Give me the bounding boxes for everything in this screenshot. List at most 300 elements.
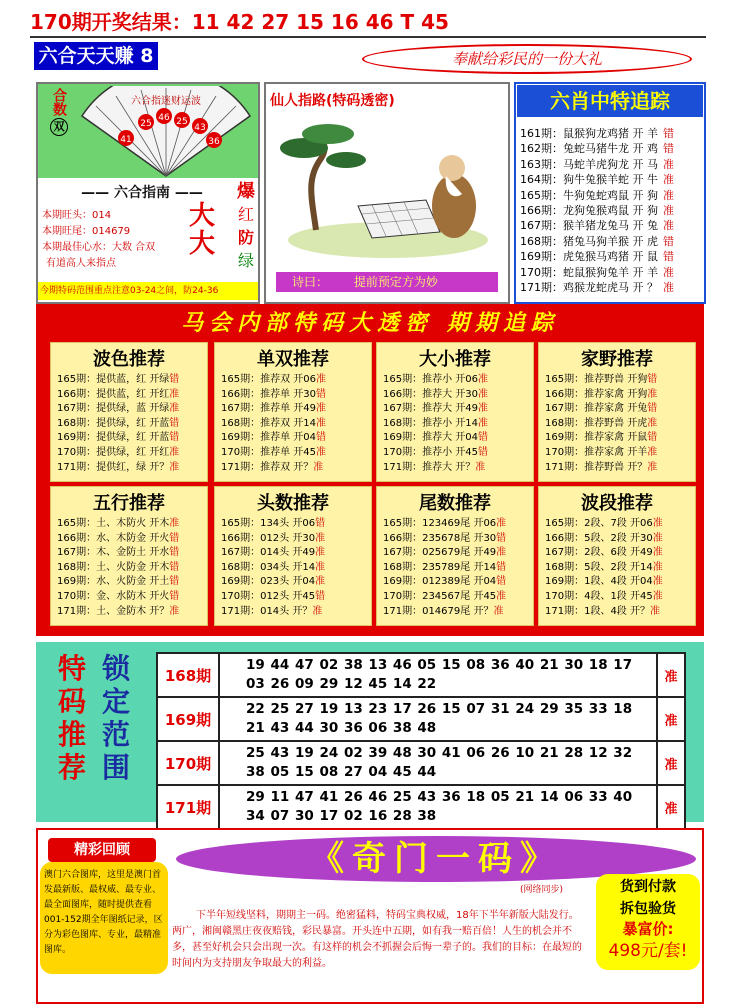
- card-row: [539, 431, 695, 446]
- card-row: [51, 605, 207, 620]
- zodiac-row: [520, 234, 704, 249]
- card-row-verdict: 准: [315, 561, 326, 573]
- zodiac-row: [520, 203, 704, 218]
- card-row: [539, 532, 695, 547]
- card-row: [377, 546, 533, 561]
- card-row: [377, 402, 533, 417]
- range-note: 今期特码范围重点注意03-24之间，防24-36: [38, 282, 258, 300]
- lock-verdict: 准: [657, 741, 685, 785]
- zodiac-row-text: 168期：猪兔马狗羊猴 开 虎: [520, 234, 658, 248]
- card-row-text: 168期：034头 开14: [221, 561, 316, 573]
- card-row-verdict: 准: [169, 403, 180, 415]
- lock-char: 推: [57, 718, 86, 751]
- card-row-text: 165期：推荐小 开06: [383, 374, 478, 385]
- lock-numbers: [219, 741, 657, 785]
- card-row-verdict: 准: [496, 590, 507, 602]
- zodiac-row-verdict: 错: [663, 127, 674, 140]
- big-char: [182, 202, 222, 258]
- lock-row: [157, 785, 685, 829]
- card-row-text: 169期：1段、4段 开04: [545, 576, 653, 588]
- card-row: [215, 517, 371, 532]
- card-row-text: 169期：023头 开04: [221, 576, 316, 588]
- poem-bar: [276, 272, 498, 292]
- card-row-text: 167期：025679尾 开49: [383, 547, 497, 559]
- zodiac-row: [520, 172, 704, 187]
- card-row-text: 169期：推荐大 开04: [383, 432, 478, 444]
- zodiac-row-text: 169期：虎兔猴马鸡猪 开 鼠: [520, 250, 658, 264]
- card-row: [539, 373, 695, 388]
- zodiac-row-verdict: 准: [663, 188, 674, 202]
- heshu-value: 双: [50, 118, 68, 136]
- card-row: [51, 388, 207, 403]
- guide-title: —— 六合指南 ——: [81, 185, 203, 201]
- card-row-text: 165期：土、木防火 开木: [57, 518, 170, 529]
- lock-numbers-line: 19 44 47 02 38 13 46 05 15 08 36 40 21 30 18 17: [246, 657, 633, 673]
- card-row-verdict: 错: [478, 446, 488, 458]
- zodiac-row-text: 164期：狗牛兔猴羊蛇 开 牛: [520, 173, 658, 187]
- lock-char: 码: [57, 685, 86, 718]
- card-row-verdict: 准: [647, 388, 658, 400]
- zodiac-row-text: 167期：猴羊猪龙兔马 开 兔: [520, 219, 658, 233]
- card-row-verdict: 准: [169, 605, 180, 617]
- zodiac-row: [520, 280, 704, 295]
- right-title: 六肖中特追踪: [517, 85, 703, 117]
- fan-title: 六合指迷财运波: [131, 96, 201, 107]
- card-row-verdict: 错: [169, 590, 180, 602]
- card-row-verdict: 准: [312, 605, 323, 617]
- heshu-label: [44, 88, 74, 136]
- card-row: [539, 575, 695, 590]
- card-row: [539, 402, 695, 417]
- card-row-text: 167期：推荐大 开49: [383, 403, 478, 415]
- qmy-title: 《奇门一码》: [176, 836, 696, 882]
- card-row: [539, 417, 695, 432]
- lock-period: 170期: [157, 741, 219, 785]
- card-row-text: 165期：推荐野兽 开狗: [545, 374, 648, 385]
- card-row: [377, 532, 533, 547]
- lock-char: 荐: [57, 751, 86, 784]
- card-row: [539, 388, 695, 403]
- lock-table: [156, 652, 686, 830]
- card-row: [377, 431, 533, 446]
- lock-char: 锁: [101, 652, 130, 685]
- card-row-text: 168期：推荐野兽 开虎: [545, 417, 648, 429]
- big-char-1: 大: [188, 201, 215, 231]
- card-row-verdict: 准: [316, 417, 326, 429]
- zodiac-row-verdict: 准: [663, 173, 674, 187]
- side-word: 爆: [237, 181, 255, 202]
- card-row-text: 169期：推荐家禽 开鼠: [545, 432, 648, 444]
- card-row: [215, 605, 371, 620]
- lock-numbers-line: 38 05 15 08 27 04 45 44: [246, 764, 437, 780]
- lock-char: 特: [57, 652, 86, 685]
- card-row-text: 168期：5段、2段 开14: [545, 561, 653, 573]
- pay-line: 货到付款: [620, 879, 676, 895]
- card-row-text: 171期：推荐双 开？: [221, 461, 314, 473]
- card-row: [51, 517, 207, 532]
- lock-numbers: [219, 785, 657, 829]
- card-row-verdict: 准: [315, 532, 326, 544]
- card-row-text: 171期：推荐大 开？: [383, 461, 476, 473]
- recommend-card: [50, 342, 208, 482]
- card-row-text: 171期：土、金防木 开？: [57, 605, 170, 617]
- zodiac-row-verdict: 错: [663, 234, 674, 248]
- card-row-text: 169期：提供绿，红 开蓝: [57, 432, 170, 444]
- card-row: [539, 561, 695, 576]
- lock-verdict: 准: [657, 785, 685, 829]
- card-row: [215, 417, 371, 432]
- lock-numbers-line: 21 43 44 30 36 06 38 48: [246, 720, 437, 736]
- card-row: [377, 388, 533, 403]
- zodiac-row: [520, 157, 704, 172]
- card-row-verdict: 准: [475, 461, 486, 473]
- card-row: [377, 605, 533, 620]
- pay-price: 498元/套!: [608, 941, 688, 961]
- info-line: 有道高人来指点: [46, 258, 116, 269]
- card-row-text: 167期：提供绿，蓝 开绿: [57, 403, 170, 415]
- card-row-verdict: 错: [647, 374, 658, 385]
- recommend-card: [214, 486, 372, 626]
- card-row-verdict: 错: [169, 561, 180, 573]
- card-row-verdict: 准: [652, 590, 663, 602]
- zodiac-row-text: 161期：鼠猴狗龙鸡猪 开 羊: [520, 127, 658, 140]
- card-row-verdict: 错: [169, 432, 180, 444]
- recommend-card: [214, 342, 372, 482]
- zodiac-list: [520, 126, 704, 295]
- recommend-card: [50, 486, 208, 626]
- lock-period: 168期: [157, 653, 219, 697]
- info-line: 本期最佳心水：大数 合双: [42, 242, 156, 253]
- lock-period: 169期: [157, 697, 219, 741]
- lock-numbers-line: 29 11 47 41 26 46 25 43 36 18 05 21 14 06 33 40: [246, 789, 633, 805]
- zodiac-row: [520, 188, 704, 203]
- info-line: 本期旺头：014: [42, 210, 112, 221]
- lock-row: [157, 653, 685, 697]
- card-row-text: 166期：235678尾 开30: [383, 532, 497, 544]
- lock-numbers-line: 22 25 27 19 13 23 17 26 15 07 31 24 29 35 33 18: [246, 701, 633, 717]
- card-row-verdict: 准: [652, 518, 663, 529]
- lock-row: [157, 697, 685, 741]
- card-title: 头数推荐: [257, 493, 329, 514]
- card-row-text: 167期：2段、6段 开49: [545, 547, 653, 559]
- card-row: [377, 373, 533, 388]
- card-row-text: 166期：012头 开30: [221, 532, 316, 544]
- card-row-verdict: 错: [316, 388, 326, 400]
- card-row-verdict: 错: [169, 532, 180, 544]
- card-row-text: 165期：2段、7段 开06: [545, 518, 653, 529]
- zodiac-row-text: 165期：牛狗兔蛇鸡鼠 开 狗: [520, 188, 658, 202]
- zodiac-row-verdict: 准: [663, 265, 674, 279]
- card-row-verdict: 错: [315, 518, 326, 529]
- zodiac-row-verdict: 错: [663, 142, 674, 156]
- side-word: 防: [237, 228, 254, 247]
- card-row-verdict: 准: [647, 461, 658, 473]
- card-row-text: 168期：推荐双 开14: [221, 417, 316, 429]
- card-row-text: 166期：推荐大 开30: [383, 388, 478, 400]
- gift-slogan: 奉献给彩民的一份大礼: [362, 44, 692, 74]
- card-title: 波段推荐: [581, 493, 653, 514]
- card-row: [377, 446, 533, 461]
- lock-col-1: [50, 652, 94, 784]
- card-row-verdict: 准: [169, 446, 180, 458]
- card-row: [539, 590, 695, 605]
- card-row-text: 171期：推荐野兽 开？: [545, 461, 648, 473]
- card-row: [215, 575, 371, 590]
- header-divider: [30, 36, 706, 38]
- card-row: [51, 546, 207, 561]
- recommend-card: [376, 486, 534, 626]
- card-title: 尾数推荐: [419, 493, 491, 514]
- card-row-verdict: 准: [652, 532, 663, 544]
- card-row-verdict: 错: [647, 432, 658, 444]
- card-row-verdict: 错: [496, 532, 507, 544]
- card-row-verdict: 错: [496, 576, 507, 588]
- card-row-text: 166期：水、木防金 开火: [57, 532, 170, 544]
- card-title: 五行推荐: [93, 493, 165, 514]
- fan-number: 46: [158, 113, 170, 123]
- card-row: [377, 561, 533, 576]
- mid-title: 仙人指路(特码透密): [270, 93, 395, 109]
- recommend-card: [538, 342, 696, 482]
- card-row-text: 170期：提供绿，红 开红: [57, 446, 170, 458]
- card-row-text: 171期：提供红，绿 开？: [57, 461, 170, 473]
- poem-text: 提前预定方为妙: [353, 275, 438, 289]
- card-row: [215, 373, 371, 388]
- card-row: [215, 546, 371, 561]
- zodiac-row-verdict: 准: [663, 157, 674, 171]
- card-row: [215, 446, 371, 461]
- card-row-text: 171期：014679尾 开？: [383, 605, 494, 617]
- card-row: [377, 417, 533, 432]
- card-row-text: 166期：提供蓝，红 开红: [57, 388, 170, 400]
- card-row: [215, 561, 371, 576]
- fan-number: 25: [140, 119, 152, 129]
- card-row: [51, 373, 207, 388]
- net-sync: (网络同步): [520, 885, 564, 895]
- card-row-verdict: 错: [496, 561, 507, 573]
- recommend-card: [376, 342, 534, 482]
- fan-number: 36: [208, 137, 220, 147]
- card-row-verdict: 准: [647, 446, 658, 458]
- big-char-2: 大: [188, 229, 215, 259]
- card-row-verdict: 错: [316, 432, 326, 444]
- lock-char: 围: [101, 751, 130, 784]
- card-row-text: 171期：1段、4段 开？: [545, 605, 650, 617]
- card-row-verdict: 错: [315, 590, 326, 602]
- card-row-text: 167期：014头 开49: [221, 547, 316, 559]
- card-row-text: 169期：012389尾 开04: [383, 576, 497, 588]
- card-row-verdict: 准: [493, 605, 504, 617]
- card-row-verdict: 准: [316, 374, 326, 385]
- card-row-verdict: 准: [496, 547, 507, 559]
- card-row-verdict: 准: [478, 374, 488, 385]
- card-row-text: 170期：012头 开45: [221, 590, 316, 602]
- card-row-text: 165期：推荐双 开06: [221, 374, 316, 385]
- lock-numbers: [219, 697, 657, 741]
- zodiac-row-text: 170期：蛇鼠猴狗兔羊 开 羊: [520, 265, 658, 279]
- card-row-verdict: 准: [315, 547, 326, 559]
- card-row-text: 169期：水、火防金 开土: [57, 576, 170, 588]
- zodiac-row: [520, 218, 704, 233]
- pay-price-label: 暴富价:: [622, 920, 674, 938]
- card-row-verdict: 准: [478, 403, 488, 415]
- card-row: [51, 402, 207, 417]
- lock-col-2: [94, 652, 138, 784]
- card-row-text: 167期：木、金防土 开水: [57, 547, 170, 559]
- card-row: [377, 517, 533, 532]
- card-row-text: 170期：推荐小 开45: [383, 446, 478, 458]
- zodiac-row: [520, 265, 704, 280]
- card-row-verdict: 准: [169, 461, 180, 473]
- side-word: 绿: [237, 251, 254, 270]
- card-row-verdict: 准: [313, 461, 324, 473]
- card-row-verdict: 准: [316, 446, 326, 458]
- card-row-verdict: 准: [169, 388, 180, 400]
- card-row-text: 168期：土、火防金 开木: [57, 561, 170, 573]
- card-row: [51, 461, 207, 476]
- sage-picture: [276, 110, 500, 270]
- zodiac-row: [520, 249, 704, 264]
- card-row: [215, 388, 371, 403]
- card-row: [539, 446, 695, 461]
- card-row-verdict: 准: [652, 561, 663, 573]
- lock-numbers: [219, 653, 657, 697]
- card-row-text: 167期：推荐单 开49: [221, 403, 316, 415]
- heshu-text: 合数: [51, 88, 67, 116]
- card-row-verdict: 准: [647, 417, 658, 429]
- zodiac-row-text: 171期：鸡猴龙蛇虎马 开 ？: [520, 281, 658, 295]
- lock-char: 范: [101, 718, 130, 751]
- card-row-text: 168期：235789尾 开14: [383, 561, 497, 573]
- zodiac-row-verdict: 错: [663, 250, 674, 264]
- review-text: 澳门六合图库，这里是澳门首发最新版、最权威、最专业、最全面图库，随时提供查看001-152期全年图纸记录，区分为彩色图库、专业，最精准图库。: [40, 862, 168, 974]
- card-row: [51, 532, 207, 547]
- card-row-text: 170期：推荐单 开45: [221, 446, 316, 458]
- fan-number: 43: [194, 123, 206, 133]
- card-row-verdict: 错: [169, 417, 180, 429]
- card-row-verdict: 准: [652, 576, 663, 588]
- fan-number: 25: [176, 117, 188, 127]
- card-row: [215, 590, 371, 605]
- review-title: 精彩回顾: [48, 838, 156, 862]
- card-row-text: 170期：234567尾 开45: [383, 590, 497, 602]
- zodiac-row-verdict: 准: [663, 204, 674, 218]
- card-row: [215, 532, 371, 547]
- card-row-text: 167期：推荐家禽 开兔: [545, 403, 648, 415]
- draw-result-title: 170期开奖结果：11 42 27 15 16 46 T 45: [30, 10, 449, 34]
- lock-char: 定: [101, 685, 130, 718]
- card-row-verdict: 准: [169, 518, 180, 529]
- card-row: [539, 605, 695, 620]
- lock-numbers-line: 25 43 19 24 02 39 48 30 41 06 26 10 21 28 12 32: [246, 745, 633, 761]
- card-row-verdict: 错: [169, 547, 180, 559]
- card-row-verdict: 准: [315, 576, 326, 588]
- zodiac-row: [520, 126, 704, 141]
- zodiac-row-verdict: 准: [663, 281, 674, 295]
- card-title: 大小推荐: [419, 349, 491, 370]
- card-row-verdict: 准: [316, 403, 326, 415]
- card-row: [51, 417, 207, 432]
- card-row: [539, 517, 695, 532]
- card-row-verdict: 准: [478, 388, 488, 400]
- zodiac-row-text: 166期：龙狗兔猴鸡鼠 开 狗: [520, 204, 658, 218]
- card-row: [51, 431, 207, 446]
- zodiac-row-text: 162期：兔蛇马猪牛龙 开 鸡: [520, 142, 658, 156]
- card-row: [377, 575, 533, 590]
- card-row: [377, 590, 533, 605]
- lock-row: [157, 741, 685, 785]
- fan-icon: [76, 86, 256, 178]
- card-row-verdict: 错: [647, 403, 658, 415]
- card-row: [51, 590, 207, 605]
- side-words: [234, 180, 258, 272]
- zodiac-row: [520, 141, 704, 156]
- card-row-text: 170期：推荐家禽 开羊: [545, 446, 648, 458]
- lock-period: 171期: [157, 785, 219, 829]
- card-row-text: 168期：提供绿，红 开蓝: [57, 417, 170, 429]
- zodiac-row-verdict: 准: [663, 219, 674, 233]
- card-row-text: 166期：5段、2段 开30: [545, 532, 653, 544]
- info-line: 本期旺尾：014679: [42, 226, 131, 237]
- card-row-text: 166期：推荐家禽 开狗: [545, 388, 648, 400]
- card-row-verdict: 准: [496, 518, 507, 529]
- lock-label: [50, 652, 150, 784]
- lock-verdict: 准: [657, 697, 685, 741]
- card-row-text: 170期：4段、1段 开45: [545, 590, 653, 602]
- card-row-verdict: 准: [652, 547, 663, 559]
- card-row-text: 170期：金、水防木 开火: [57, 590, 170, 602]
- card-row: [215, 431, 371, 446]
- band-title: 马会内部特码大透密 期期追踪: [181, 310, 559, 336]
- fan-number: 41: [120, 135, 132, 145]
- card-row: [539, 461, 695, 476]
- card-row-verdict: 准: [650, 605, 660, 617]
- card-row-text: 165期：123469尾 开06: [383, 518, 497, 529]
- card-row-verdict: 准: [478, 417, 488, 429]
- card-row: [215, 461, 371, 476]
- card-row: [377, 461, 533, 476]
- pay-line: 拆包验货: [620, 901, 676, 917]
- card-row: [51, 446, 207, 461]
- guide-title-text: 六合指南: [114, 185, 170, 201]
- lock-numbers-line: 34 07 30 17 02 16 28 38: [246, 808, 437, 824]
- card-row: [539, 546, 695, 561]
- card-row-text: 171期：014头 开？: [221, 605, 313, 617]
- card-row: [51, 561, 207, 576]
- card-row-text: 166期：推荐单 开30: [221, 388, 316, 400]
- card-row-verdict: 错: [169, 576, 180, 588]
- card-row-text: 165期：134头 开06: [221, 518, 316, 529]
- card-row: [51, 575, 207, 590]
- card-row-verdict: 错: [169, 374, 180, 385]
- bottom-body: 下半年短线坚料，期期主一码。绝密猛料，特码宝典权威，18年下半年新版大陆发行。两广，湘闽赣黑庄夜夜赔钱，彩民暴富。开头连中五期，如有我一赔百倍！人生的机会并不多，甚至好机会只会出现一次。有这样的机会不抓握会后悔一辈子的。我们的目标：在最短的时间内为支持朋友争取最大的利益。: [172, 910, 582, 969]
- pay-badge: [596, 874, 700, 970]
- card-title: 波色推荐: [93, 349, 165, 370]
- card-row: [215, 402, 371, 417]
- lock-verdict: 准: [657, 653, 685, 697]
- side-word: 红: [237, 205, 254, 224]
- zodiac-row-text: 163期：马蛇羊虎狗龙 开 马: [520, 157, 658, 171]
- card-row-text: 168期：推荐小 开14: [383, 417, 478, 429]
- lock-numbers-line: 03 26 09 29 12 45 14 22: [246, 676, 437, 692]
- card-title: 单双推荐: [257, 349, 329, 370]
- card-row-text: 169期：推荐单 开04: [221, 432, 316, 444]
- recommend-card: [538, 486, 696, 626]
- card-row-text: 165期：提供蓝，红 开绿: [57, 374, 170, 385]
- poem-label: 诗曰：: [292, 275, 329, 289]
- card-title: 家野推荐: [581, 349, 653, 370]
- card-row-verdict: 错: [478, 432, 488, 444]
